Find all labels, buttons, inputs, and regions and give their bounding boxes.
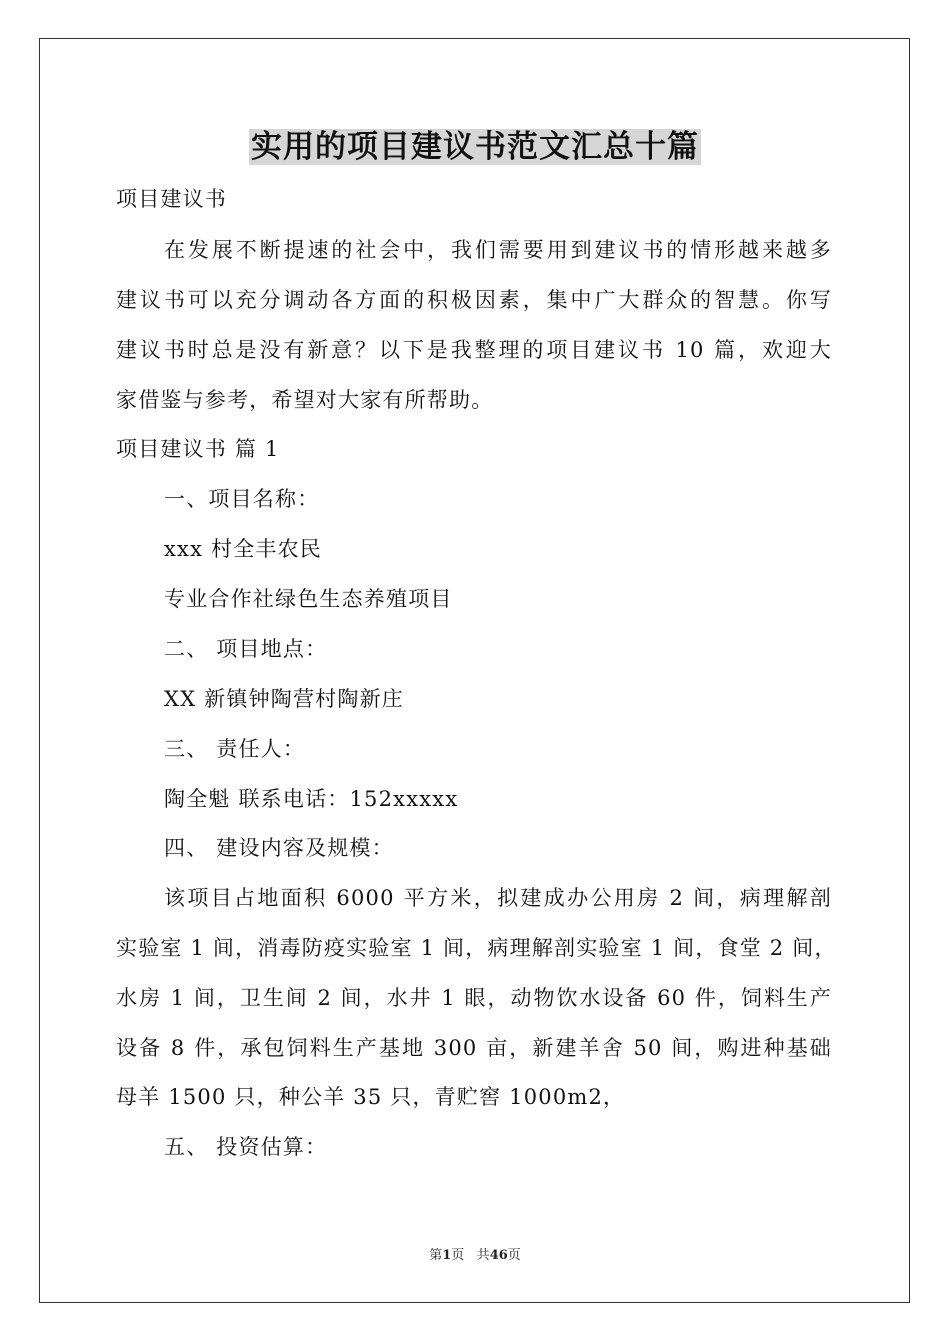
item-heading: 五、 投资估算： <box>164 1135 328 1159</box>
title-text: 实用的项目建议书范文汇总十篇 <box>251 129 699 165</box>
document-title <box>0 122 950 172</box>
total-label-prefix: 共 <box>476 1248 490 1263</box>
page-label-suffix: 页 <box>451 1248 465 1263</box>
item-text: xxx 村全丰农民 <box>164 537 323 561</box>
paragraph-line: 母羊 1500 只，种公羊 35 只，青贮窖 1000m2， <box>116 1085 626 1109</box>
paragraph-line: 实验室 1 间，消毒防疫实验室 1 间，病理解剖实验室 1 间，食堂 2 间， <box>116 936 837 960</box>
item-heading: 二、 项目地点： <box>164 637 328 661</box>
paragraph-line: 设备 8 件，承包饲料生产基地 300 亩，新建羊舍 50 间，购进种基础 <box>116 1036 832 1060</box>
paragraph-line: 建议书时总是没有新意？以下是我整理的项目建议书 10 篇，欢迎大 <box>116 338 832 362</box>
item-text: XX 新镇钟陶营村陶新庄 <box>164 687 404 711</box>
item-heading: 四、 建设内容及规模： <box>164 836 394 860</box>
item-text: 陶全魁 联系电话：152xxxxx <box>164 787 459 811</box>
page-border <box>39 38 910 1303</box>
page-label-prefix: 第 <box>429 1248 443 1263</box>
paragraph-line: 建议书可以充分调动各方面的积极因素，集中广大群众的智慧。你写 <box>116 288 832 312</box>
paragraph-line: 在发展不断提速的社会中，我们需要用到建议书的情形越来越多 <box>164 238 832 262</box>
total-pages: 46 <box>489 1248 508 1263</box>
page-footer <box>0 1247 950 1265</box>
item-text: 专业合作社绿色生态养殖项目 <box>164 587 453 611</box>
item-heading: 一、项目名称： <box>164 487 320 511</box>
page-number: 1 <box>442 1248 452 1263</box>
paragraph-line: 该项目占地面积 6000 平方米，拟建成办公用房 2 间，病理解剖 <box>164 886 832 910</box>
item-heading: 三、 责任人： <box>164 737 306 761</box>
total-label-suffix: 页 <box>507 1248 521 1263</box>
paragraph-line: 水房 1 间，卫生间 2 间，水井 1 眼，动物饮水设备 60 件，饲料生产 <box>116 986 832 1010</box>
paragraph-line: 家借鉴与参考，希望对大家有所帮助。 <box>116 388 494 412</box>
section-heading: 项目建议书 <box>116 187 227 211</box>
section-heading: 项目建议书 篇 1 <box>116 437 280 461</box>
